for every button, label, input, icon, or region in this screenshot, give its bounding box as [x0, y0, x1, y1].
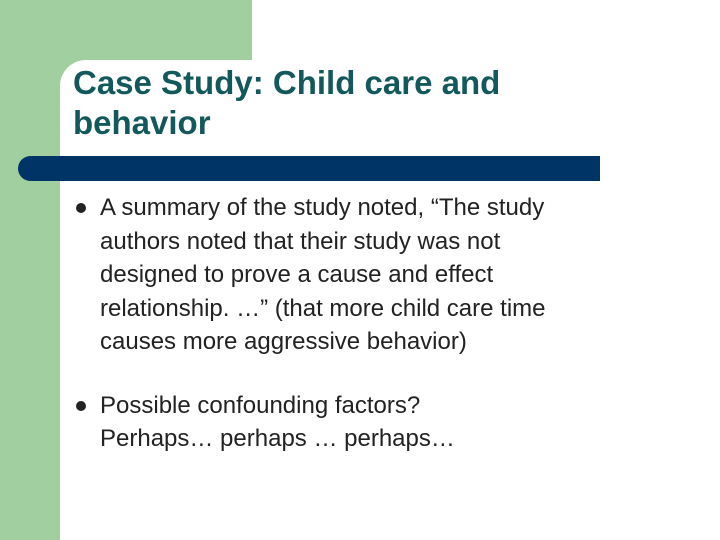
- bullet-item-confounding-factors: [76, 389, 636, 456]
- title-divider-bar: [18, 156, 600, 181]
- slide-title: [73, 63, 593, 143]
- bullet-text-line: designed to prove a cause and effect: [100, 261, 494, 288]
- bullet-text-line: causes more aggressive behavior): [100, 328, 467, 355]
- bullet-text-line: Perhaps… perhaps … perhaps…: [100, 425, 455, 452]
- bullet-item-study-summary: [76, 191, 636, 359]
- bullet-dot-icon: [76, 401, 86, 411]
- bullet-text-line: relationship. …” (that more child care time: [100, 294, 546, 322]
- slide-title-line-1: Case Study: Child care and: [73, 64, 501, 101]
- bullet-list: [76, 191, 636, 456]
- bullet-text-line: A summary of the study noted, “The study: [100, 194, 545, 221]
- bullet-text-line: authors noted that their study was not: [100, 227, 501, 255]
- slide-title-line-2: behavior: [73, 104, 211, 141]
- bullet-dot-icon: [76, 203, 86, 213]
- bullet-text-line: Possible confounding factors?: [100, 391, 421, 419]
